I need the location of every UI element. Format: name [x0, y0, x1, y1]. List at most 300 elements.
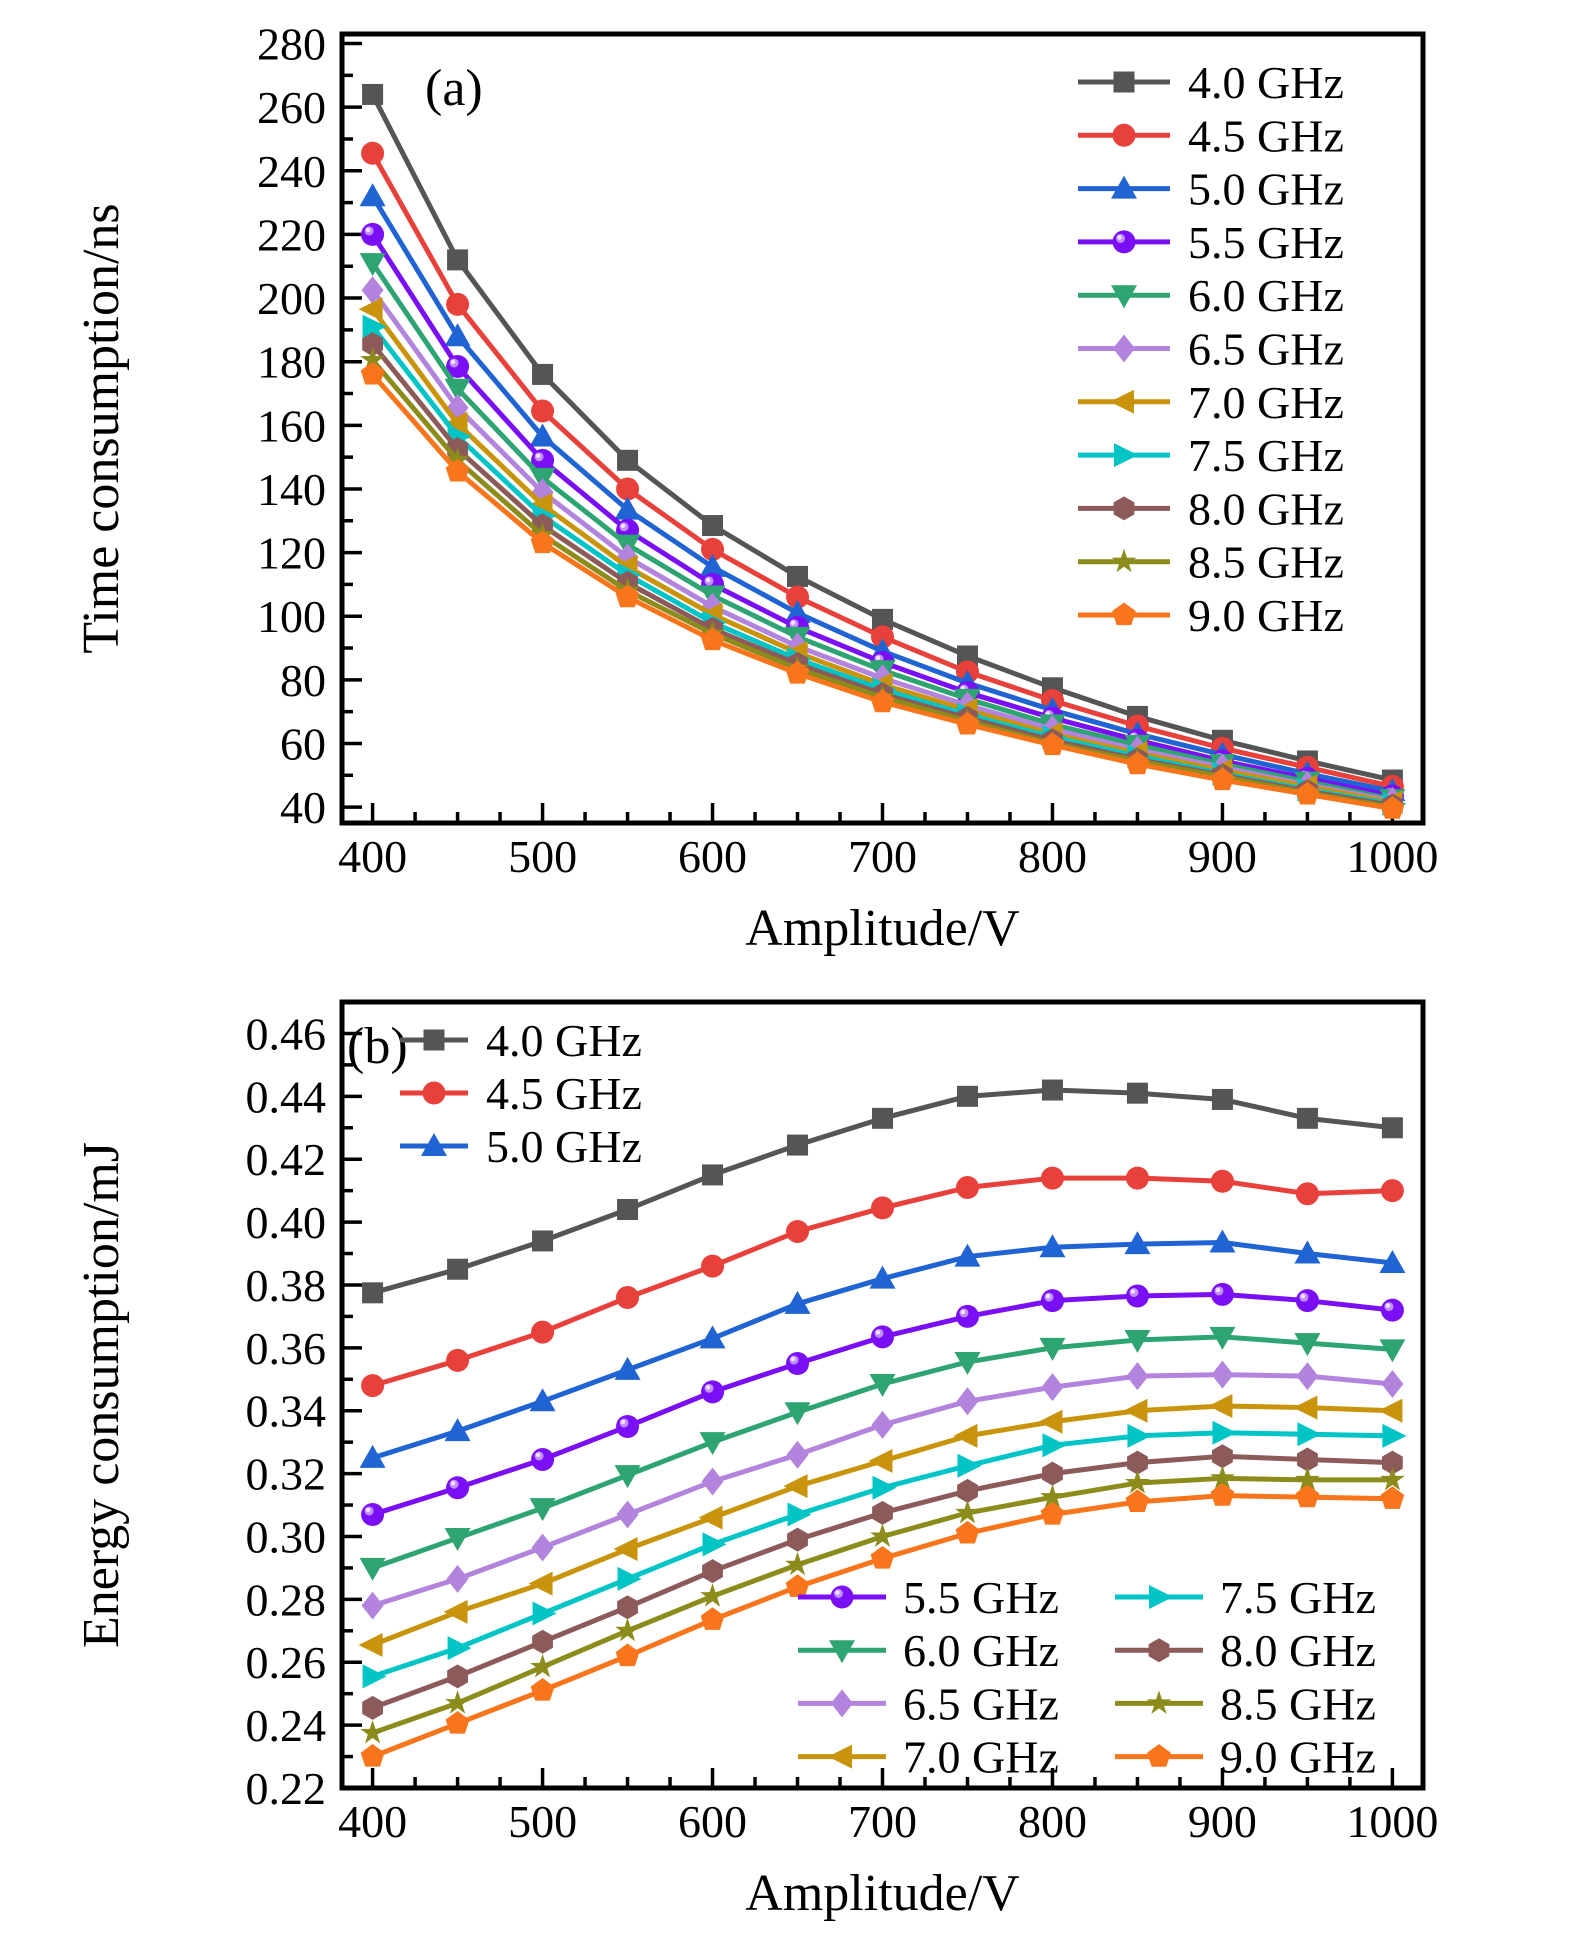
legend-marker — [828, 1745, 852, 1769]
y-tick-label: 0.24 — [245, 1700, 326, 1752]
data-point-marker — [616, 1286, 639, 1309]
square-shape — [447, 1259, 468, 1280]
pentagon-shape — [1041, 1502, 1065, 1525]
sphere-shape — [701, 1380, 724, 1403]
legend-label: 5.0 GHz — [1188, 163, 1344, 215]
triangle-right-shape — [1042, 1433, 1066, 1457]
circle-shape — [956, 1176, 979, 1199]
diamond-shape — [532, 1533, 554, 1561]
pentagon-shape — [1211, 1483, 1235, 1506]
data-point-marker — [529, 1572, 553, 1596]
square-shape — [787, 1135, 808, 1156]
hexagon-shape — [1212, 1444, 1233, 1468]
triangle-right-shape — [703, 1532, 727, 1556]
diamond-shape — [447, 1565, 469, 1593]
sphere-shape — [956, 1305, 979, 1328]
data-point-marker — [1038, 1410, 1062, 1434]
legend-label: 4.5 GHz — [486, 1068, 642, 1119]
legend-marker — [1113, 335, 1135, 363]
y-tick-label: 0.28 — [245, 1574, 326, 1626]
panel-a — [73, 19, 1438, 957]
data-point-marker — [702, 1164, 723, 1185]
hexagon-shape — [957, 1479, 978, 1503]
triangle-left-shape — [1378, 1399, 1402, 1423]
triangle-right-shape — [1297, 1422, 1321, 1446]
x-axis-title: Amplitude/V — [745, 1865, 1020, 1922]
data-point-marker — [360, 183, 386, 206]
sphere-glint — [621, 1420, 625, 1424]
sphere-glint — [961, 1310, 965, 1314]
diamond-shape — [1113, 335, 1135, 363]
data-point-marker — [1296, 1289, 1319, 1312]
data-point-marker — [953, 1424, 977, 1448]
legend-entry-4-0-ghz — [1078, 57, 1344, 108]
data-point-marker — [618, 1567, 642, 1591]
sphere-shape — [616, 1415, 639, 1438]
y-tick-label: 0.32 — [245, 1448, 326, 1500]
square-shape — [1042, 1080, 1063, 1101]
hexagon-shape — [1149, 1638, 1170, 1662]
sphere-shape — [1041, 1289, 1064, 1312]
data-point-marker — [871, 1546, 895, 1569]
legend-entry-5-0-ghz — [400, 1121, 642, 1172]
data-point-marker — [1123, 1399, 1147, 1423]
square-shape — [787, 566, 808, 587]
sphere-glint — [876, 656, 880, 660]
legend-entry-9-0-ghz — [1115, 1732, 1376, 1783]
sphere-glint — [1216, 1288, 1220, 1292]
x-tick-label: 700 — [848, 831, 917, 882]
sphere-glint — [1117, 235, 1121, 239]
triangle-right-shape — [618, 1567, 642, 1591]
data-point-marker — [361, 142, 384, 165]
legend-entry-8-0-ghz — [1078, 483, 1344, 534]
legend-marker — [831, 1689, 853, 1717]
y-axis-title: Time consumption/ns — [73, 203, 130, 654]
diamond-shape — [1296, 1362, 1318, 1390]
y-tick-label: 180 — [257, 336, 326, 388]
x-tick-label: 500 — [508, 1796, 578, 1847]
triangle-left-shape — [1110, 390, 1134, 414]
x-tick-label: 900 — [1187, 1796, 1257, 1847]
x-axis-title: Amplitude/V — [745, 900, 1020, 957]
data-point-marker — [1126, 1284, 1149, 1307]
data-point-marker — [957, 1086, 978, 1107]
data-point-marker — [1041, 1373, 1063, 1401]
data-point-marker — [957, 1479, 978, 1503]
y-tick-label: 160 — [257, 400, 326, 452]
data-point-marker — [614, 1537, 638, 1561]
data-point-marker — [532, 1533, 554, 1561]
data-point-marker — [788, 1502, 812, 1526]
y-tick-label: 0.40 — [245, 1197, 326, 1249]
diamond-shape — [702, 1467, 724, 1495]
triangle-right-shape — [533, 1602, 557, 1626]
square-shape — [424, 1030, 445, 1051]
legend-entry-9-0-ghz — [1078, 590, 1344, 641]
x-tick-label: 700 — [848, 1796, 917, 1847]
legend-label: 5.5 GHz — [903, 1572, 1059, 1623]
diamond-shape — [362, 1592, 384, 1620]
y-tick-label: 0.38 — [245, 1259, 326, 1311]
legend-marker — [424, 1030, 445, 1051]
data-point-marker — [1381, 1370, 1403, 1398]
y-tick-label: 280 — [257, 18, 326, 70]
sphere-shape — [531, 1448, 554, 1471]
circle-shape — [701, 1255, 724, 1278]
legend-marker — [1114, 496, 1135, 520]
square-shape — [532, 364, 553, 385]
diamond-shape — [956, 1387, 978, 1415]
square-shape — [447, 249, 468, 270]
legend — [798, 1572, 1059, 1783]
diamond-shape — [831, 1689, 853, 1717]
data-point-marker — [873, 1476, 897, 1500]
pentagon-shape — [446, 1711, 470, 1734]
legend — [1115, 1572, 1376, 1783]
legend-label: 4.0 GHz — [486, 1015, 642, 1066]
panel-b — [73, 1002, 1438, 1922]
legend-label: 8.5 GHz — [1188, 536, 1344, 588]
data-point-marker — [1041, 1502, 1065, 1525]
data-point-marker — [531, 1321, 554, 1344]
data-point-marker — [445, 323, 471, 346]
sphere-shape — [361, 223, 384, 246]
y-tick-label: 220 — [257, 209, 326, 261]
x-tick-label: 500 — [508, 831, 578, 882]
triangle-left-shape — [953, 1424, 977, 1448]
data-point-marker — [702, 1559, 723, 1583]
data-point-marker — [702, 515, 723, 536]
data-point-marker — [872, 1411, 894, 1439]
data-point-marker — [446, 1711, 470, 1734]
sphere-glint — [621, 524, 625, 528]
legend-label: 6.5 GHz — [1188, 323, 1344, 375]
legend-label: 5.0 GHz — [486, 1121, 642, 1172]
data-point-marker — [1127, 1083, 1148, 1104]
data-point-marker — [1296, 1485, 1320, 1508]
y-tick-label: 0.36 — [245, 1322, 326, 1374]
sphere-shape — [1211, 1283, 1234, 1306]
triangle-right-shape — [1382, 1424, 1406, 1448]
y-tick-label: 0.46 — [245, 1008, 326, 1060]
data-point-marker — [956, 1176, 979, 1199]
data-point-marker — [361, 223, 384, 246]
hexagon-shape — [362, 1696, 383, 1720]
circle-shape — [1041, 1167, 1064, 1190]
legend-marker — [1147, 1744, 1171, 1767]
panel-label: (b) — [347, 1018, 408, 1075]
sphere-shape — [831, 1586, 854, 1609]
circle-shape — [531, 400, 554, 423]
panel-label: (a) — [425, 60, 483, 117]
hexagon-shape — [1042, 1462, 1063, 1486]
pentagon-shape — [531, 1678, 555, 1701]
triangle-right-shape — [1149, 1585, 1173, 1609]
data-point-marker — [1378, 1399, 1402, 1423]
data-point-marker — [957, 1454, 981, 1478]
sphere-glint — [451, 1481, 455, 1485]
triangle-left-shape — [784, 1474, 808, 1498]
legend-label: 9.0 GHz — [1188, 590, 1344, 641]
legend-entry-7-0-ghz — [1078, 377, 1344, 428]
legend-label: 7.0 GHz — [903, 1731, 1059, 1783]
sphere-shape — [786, 1352, 809, 1375]
sphere-shape — [1296, 1289, 1319, 1312]
data-point-marker — [701, 1607, 725, 1630]
data-point-marker — [701, 1255, 724, 1278]
triangle-left-shape — [614, 1537, 638, 1561]
data-point-marker — [617, 1199, 638, 1220]
data-point-marker — [446, 1349, 469, 1372]
y-tick-label: 0.26 — [245, 1637, 326, 1689]
series-6-0-ghz — [360, 1327, 1406, 1581]
legend-marker — [1113, 124, 1136, 147]
sphere-glint — [366, 228, 370, 232]
diamond-shape — [1126, 1362, 1148, 1390]
data-point-marker — [784, 1474, 808, 1498]
triangle-down-shape — [360, 1558, 386, 1581]
data-point-marker — [1212, 1089, 1233, 1110]
sphere-glint — [706, 1385, 710, 1389]
y-tick-label: 0.42 — [245, 1134, 326, 1186]
data-point-marker — [444, 1600, 468, 1624]
data-point-marker — [1293, 1396, 1317, 1420]
square-shape — [1382, 1117, 1403, 1138]
pentagon-shape — [701, 1607, 725, 1630]
triangle-left-shape — [699, 1506, 723, 1530]
circle-shape — [361, 1374, 384, 1397]
pentagon-shape — [1381, 1486, 1405, 1509]
square-shape — [1212, 1089, 1233, 1110]
pentagon-shape — [871, 1546, 895, 1569]
legend-marker — [423, 1082, 446, 1105]
x-tick-label: 600 — [678, 1796, 748, 1847]
legend-label: 7.0 GHz — [1188, 376, 1344, 428]
x-tick-label: 600 — [678, 831, 748, 882]
triangle-up-shape — [445, 323, 471, 346]
diamond-shape — [617, 1500, 639, 1528]
data-point-marker — [1211, 1283, 1234, 1306]
sphere-glint — [876, 1330, 880, 1334]
sphere-glint — [1131, 1289, 1135, 1293]
sphere-glint — [835, 1590, 839, 1594]
legend-entry-5-5-ghz — [798, 1572, 1059, 1623]
pentagon-shape — [956, 1521, 980, 1544]
data-point-marker — [1208, 1394, 1232, 1418]
data-point-marker — [871, 1325, 894, 1348]
circle-shape — [446, 293, 469, 316]
data-point-marker — [361, 362, 385, 385]
sphere-glint — [706, 578, 710, 582]
y-tick-label: 260 — [257, 82, 326, 134]
pentagon-shape — [616, 1643, 640, 1666]
triangle-left-shape — [828, 1745, 852, 1769]
data-point-marker — [1211, 1483, 1235, 1506]
data-point-marker — [1042, 1080, 1063, 1101]
data-point-marker — [1041, 1289, 1064, 1312]
data-point-marker — [531, 400, 554, 423]
legend-marker — [831, 1586, 854, 1609]
data-point-marker — [1042, 1462, 1063, 1486]
legend-label: 5.5 GHz — [1188, 216, 1344, 268]
pentagon-shape — [1147, 1744, 1171, 1767]
data-point-marker — [787, 1528, 808, 1552]
pentagon-shape — [786, 1574, 810, 1597]
y-tick-label: 60 — [280, 718, 326, 770]
triangle-left-shape — [359, 1633, 383, 1657]
data-point-marker — [362, 1696, 383, 1720]
legend-marker — [1114, 72, 1135, 93]
data-point-marker — [872, 1501, 893, 1525]
data-point-marker — [446, 293, 469, 316]
data-point-marker — [1297, 1108, 1318, 1129]
x-tick-label: 400 — [338, 831, 408, 882]
pentagon-shape — [1112, 603, 1136, 626]
y-tick-label: 0.44 — [245, 1071, 326, 1123]
sphere-glint — [536, 454, 540, 458]
legend-label: 4.5 GHz — [1188, 110, 1344, 162]
data-point-marker — [532, 1230, 553, 1251]
pentagon-shape — [361, 362, 385, 385]
triangle-right-shape — [363, 1664, 387, 1688]
circle-shape — [786, 1220, 809, 1243]
legend-marker — [1112, 603, 1136, 626]
y-tick-label: 200 — [257, 273, 326, 325]
data-point-marker — [1382, 1117, 1403, 1138]
data-point-marker — [701, 1380, 724, 1403]
data-point-marker — [1211, 1361, 1233, 1389]
diamond-shape — [1381, 1370, 1403, 1398]
legend-entry-6-0-ghz — [1078, 270, 1344, 321]
data-point-marker — [1126, 1167, 1149, 1190]
square-shape — [1127, 1083, 1148, 1104]
circle-shape — [616, 1286, 639, 1309]
square-shape — [1297, 1108, 1318, 1129]
data-point-marker — [703, 1532, 727, 1556]
legend-label: 9.0 GHz — [1220, 1731, 1376, 1783]
legend-entry-6-5-ghz — [798, 1678, 1059, 1729]
hexagon-shape — [787, 1528, 808, 1552]
square-shape — [362, 1282, 383, 1303]
triangle-right-shape — [448, 1636, 472, 1660]
diamond-shape — [1211, 1361, 1233, 1389]
sphere-shape — [871, 1325, 894, 1348]
y-tick-label: 120 — [257, 527, 326, 579]
legend-entry-8-5-ghz — [1115, 1678, 1376, 1729]
square-shape — [617, 450, 638, 471]
legend-entry-4-0-ghz — [400, 1015, 642, 1066]
data-point-marker — [1381, 1299, 1404, 1322]
legend-label: 8.5 GHz — [1220, 1678, 1376, 1730]
y-tick-label: 100 — [257, 591, 326, 643]
sphere-glint — [1301, 1294, 1305, 1298]
data-point-marker — [531, 1448, 554, 1471]
square-shape — [957, 1086, 978, 1107]
diamond-shape — [872, 1411, 894, 1439]
square-shape — [872, 1108, 893, 1129]
data-point-marker — [447, 249, 468, 270]
data-point-marker — [532, 364, 553, 385]
legend-marker — [1114, 443, 1138, 467]
legend-entry-6-0-ghz — [798, 1625, 1059, 1676]
y-tick-label: 80 — [280, 654, 326, 706]
legend-entry-8-0-ghz — [1115, 1625, 1376, 1676]
hexagon-shape — [872, 1501, 893, 1525]
data-point-marker — [786, 1574, 810, 1597]
data-point-marker — [1297, 1422, 1321, 1446]
circle-shape — [1381, 1179, 1404, 1202]
y-tick-label: 140 — [257, 463, 326, 515]
data-point-marker — [361, 1744, 385, 1767]
hexagon-shape — [1114, 496, 1135, 520]
data-point-marker — [786, 1220, 809, 1243]
data-point-marker — [1296, 1362, 1318, 1390]
legend-marker — [1149, 1638, 1170, 1662]
data-point-marker — [1381, 1486, 1405, 1509]
data-point-marker — [617, 1500, 639, 1528]
triangle-right-shape — [1114, 443, 1138, 467]
data-point-marker — [447, 1664, 468, 1688]
circle-shape — [1113, 124, 1136, 147]
triangle-right-shape — [957, 1454, 981, 1478]
y-tick-label: 0.30 — [245, 1511, 326, 1563]
data-point-marker — [362, 84, 383, 105]
legend-entry-4-5-ghz — [1078, 110, 1344, 161]
legend-marker — [1113, 230, 1136, 253]
legend-marker — [1149, 1585, 1173, 1609]
x-tick-label: 800 — [1017, 1796, 1087, 1847]
pentagon-shape — [361, 1744, 385, 1767]
square-shape — [617, 1199, 638, 1220]
legend-label: 6.0 GHz — [903, 1625, 1059, 1677]
legend — [400, 1015, 642, 1172]
square-shape — [702, 1164, 723, 1185]
y-tick-label: 240 — [257, 145, 326, 197]
data-point-marker — [363, 1664, 387, 1688]
data-point-marker — [1212, 1444, 1233, 1468]
y-tick-label: 0.34 — [245, 1385, 326, 1437]
data-point-marker — [361, 1374, 384, 1397]
data-point-marker — [533, 1602, 557, 1626]
legend-entry-7-0-ghz — [798, 1732, 1059, 1783]
triangle-left-shape — [1038, 1410, 1062, 1434]
sphere-glint — [791, 621, 795, 625]
legend-label: 4.0 GHz — [1188, 57, 1344, 108]
data-point-marker — [1381, 1179, 1404, 1202]
legend-entry-4-5-ghz — [400, 1068, 642, 1119]
data-point-marker — [786, 1352, 809, 1375]
data-point-marker — [1126, 1489, 1150, 1512]
x-tick-label: 800 — [1017, 831, 1087, 882]
hexagon-shape — [617, 1595, 638, 1619]
x-tick-label: 1000 — [1346, 831, 1439, 882]
data-point-marker — [787, 566, 808, 587]
data-point-marker — [532, 1630, 553, 1654]
sphere-glint — [536, 1453, 540, 1457]
square-shape — [532, 1230, 553, 1251]
legend-label: 7.5 GHz — [1188, 430, 1344, 482]
data-point-marker — [362, 1282, 383, 1303]
sphere-shape — [361, 1503, 384, 1526]
triangle-left-shape — [444, 1600, 468, 1624]
triangle-left-shape — [1123, 1399, 1147, 1423]
square-shape — [702, 515, 723, 536]
circle-shape — [423, 1082, 446, 1105]
sphere-shape — [1126, 1284, 1149, 1307]
data-point-marker — [617, 1595, 638, 1619]
data-point-marker — [1382, 1424, 1406, 1448]
